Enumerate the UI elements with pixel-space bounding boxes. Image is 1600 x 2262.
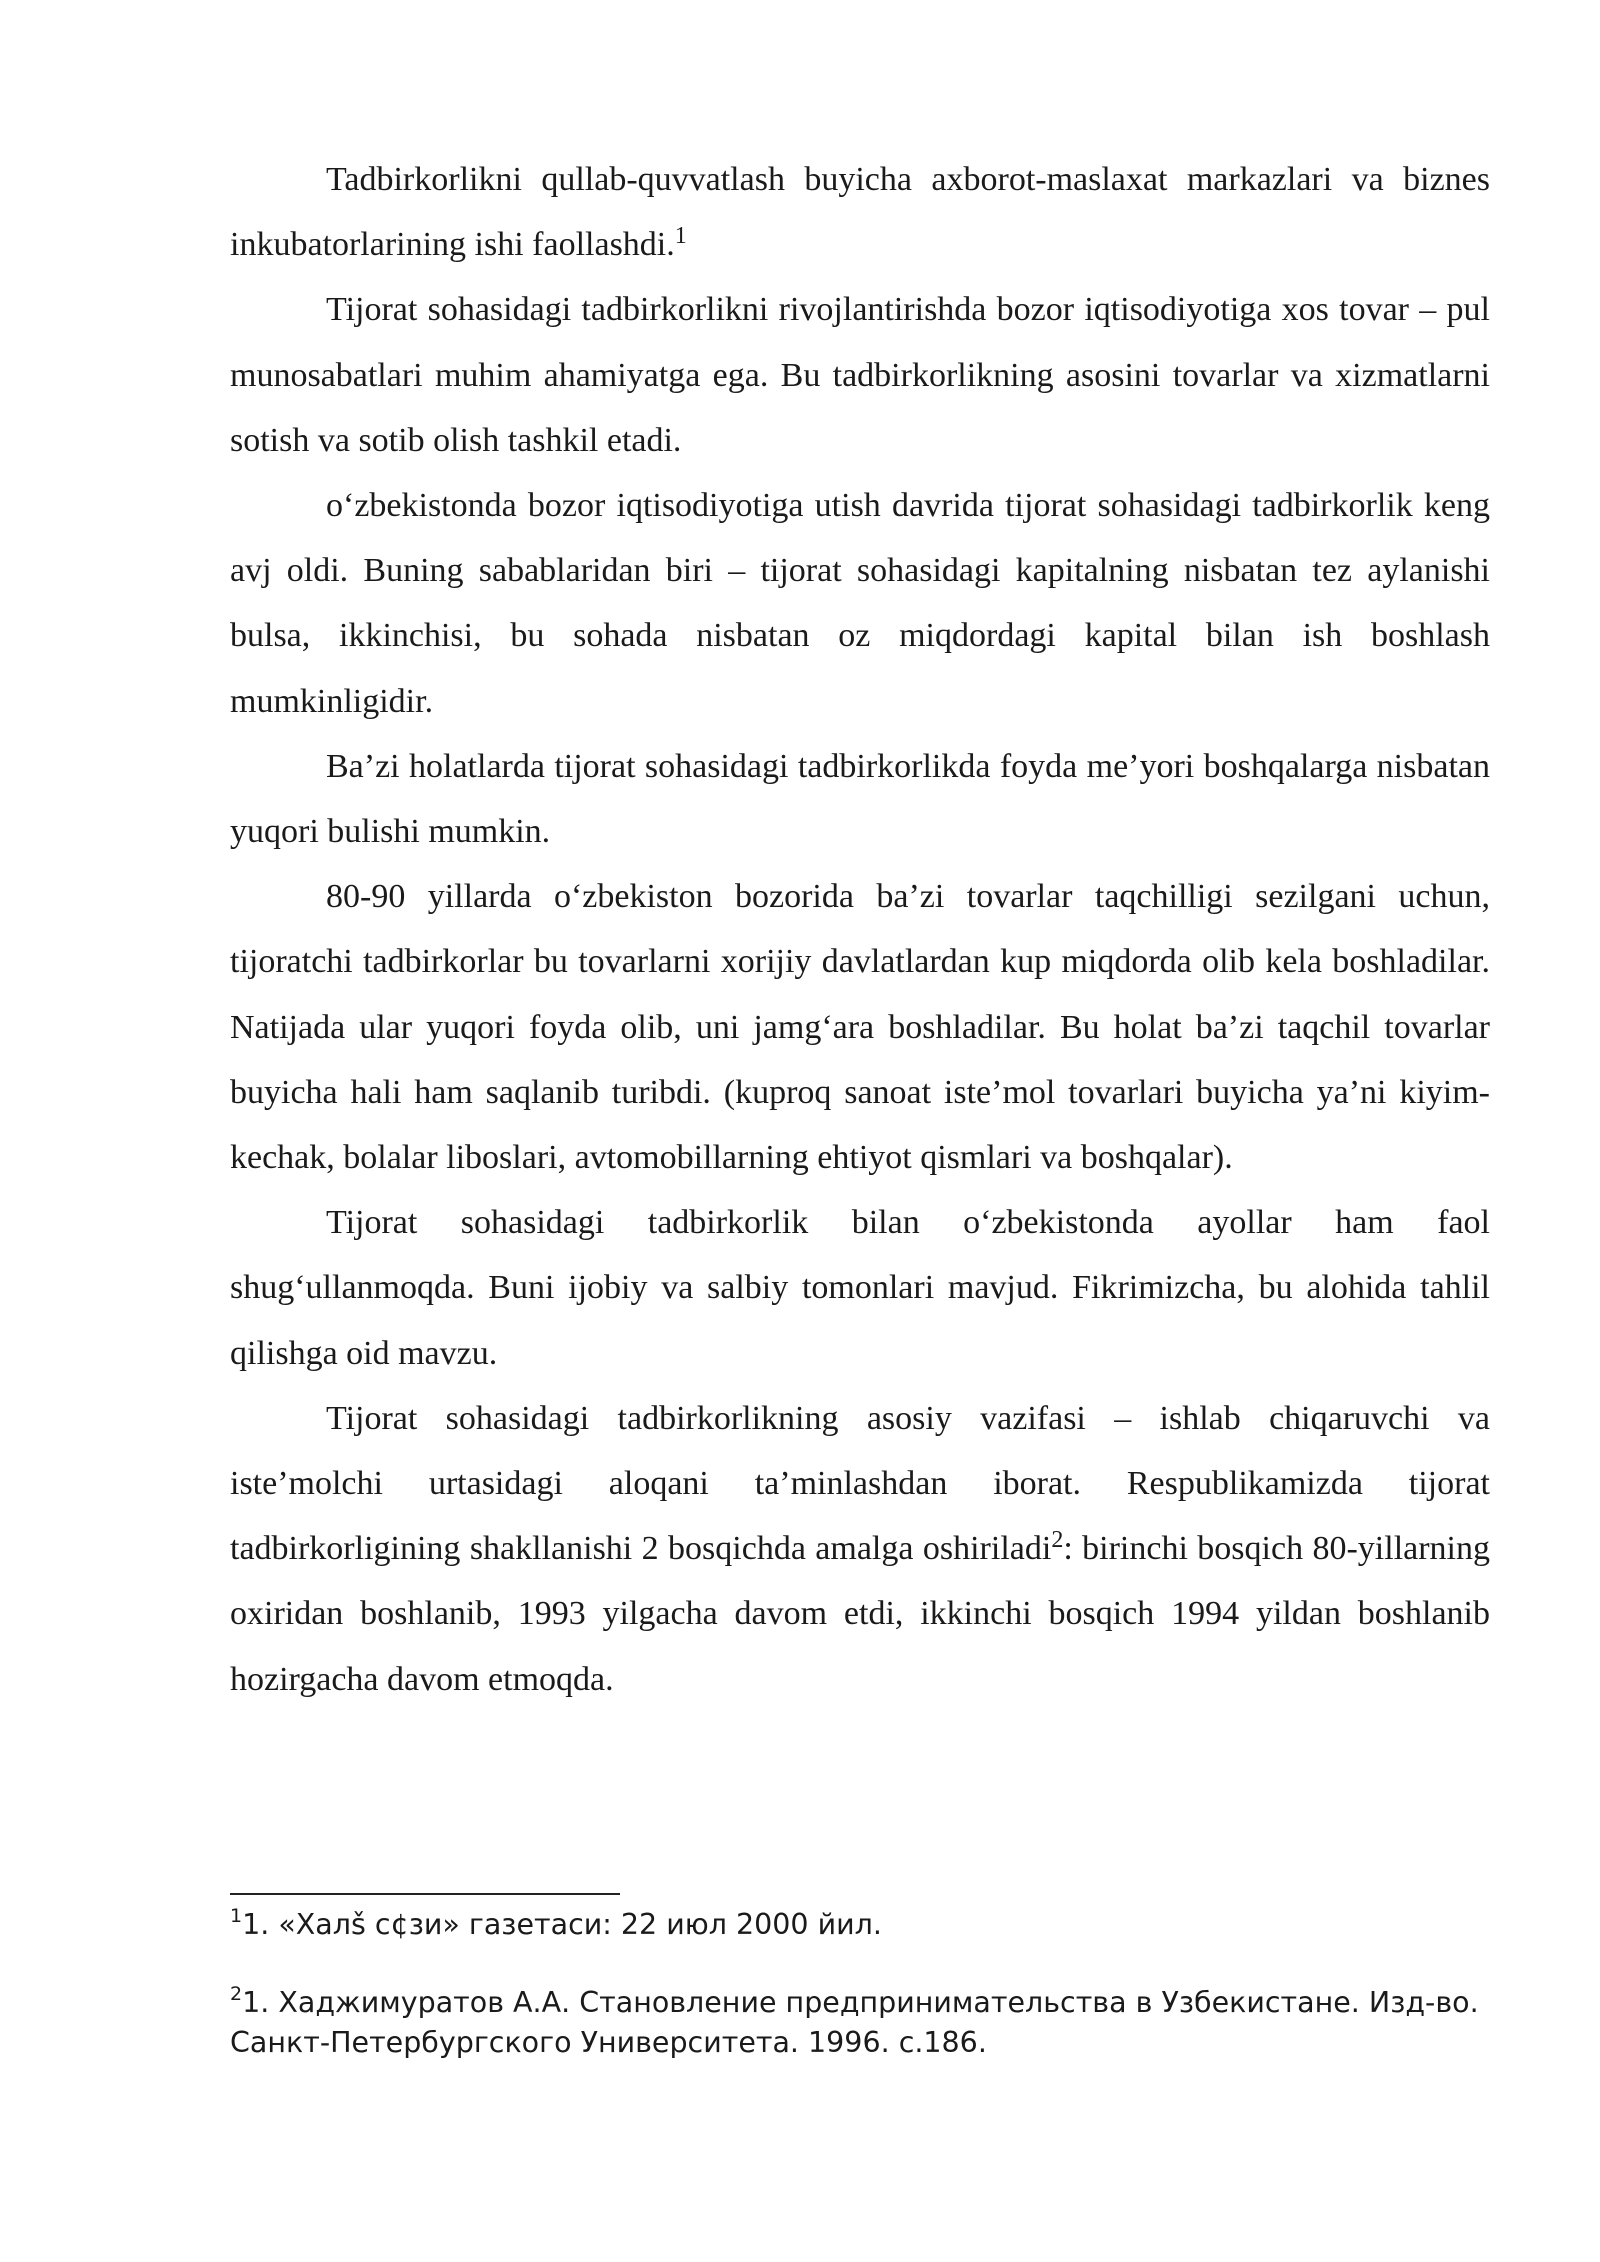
paragraph-7-text: Tijorat sohasidagi tadbirkorlikning asosiy vazifasi – ishlab chiqaruvchi va iste’molchi urtasidagi aloqani ta’minlashdan iborat. Respublikamizda tijorat tadbirkorligining shakllanishi 2 bosqichda amalga oshiriladi <box>230 1399 1490 1568</box>
footnotes <box>230 1905 1492 2101</box>
paragraph-7 <box>230 1386 1490 1712</box>
footnote-reference-2[interactable]: 2 <box>1051 1527 1064 1554</box>
paragraph-7-text-continued: : birinchi bosqich 80-yillarning oxiridan boshlanib, 1993 yilgacha davom etdi, ikkinchi bosqich 1994 yildan boshlanib hozirgacha davom etmoqda. <box>230 1530 1491 1698</box>
paragraph-2 <box>230 277 1490 473</box>
paragraph-5-text: 80-90 yillarda o‘zbekiston bozorida ba’zi tovarlar taqchilligi sezilgani uchun, tijoratchi tadbirkorlar bu tovarlarni xorijiy davlatlardan kup miqdorda olib kela boshladilar. Natijada ular yuqori foyda olib, uni jamg‘ara boshladilar. Bu holat ba’zi taqchil tovarlar buyicha hali ham saqlanib turibdi. (kuproq sanoat iste’mol tovarlari buyicha ya’ni kiyim-kechak, bolalar liboslari, avtomobillarning ehtiyot qismlari va boshqalar). <box>230 878 1490 1177</box>
paragraph-6-text: Tijorat sohasidagi tadbirkorlik bilan o‘zbekistonda ayollar ham faol shug‘ullanmoqda. Buni ijobiy va salbiy tomonlari mavjud. Fikrimizcha, bu alohida tahlil qilishga oid mavzu. <box>230 1204 1490 1372</box>
footnote-1-mark: 1 <box>230 1905 243 1927</box>
paragraph-2-text: Tijorat sohasidagi tadbirkorlikni rivojlantirishda bozor iqtisodiyotiga xos tovar – pul munosabatlari muhim ahamiyatga ega. Bu tadbirkorlikning asosini tovarlar va xizmatlarni sotish va sotib olish tashkil etadi. <box>230 291 1490 459</box>
paragraph-6 <box>230 1190 1490 1386</box>
footnote-1 <box>230 1905 1492 1945</box>
paragraph-4 <box>230 734 1490 864</box>
footnote-reference-1[interactable]: 1 <box>674 223 687 250</box>
paragraph-1 <box>230 147 1490 277</box>
paragraph-5 <box>230 864 1490 1190</box>
footnote-2 <box>230 1983 1492 2063</box>
footnote-2-mark: 2 <box>230 1983 243 2005</box>
footnote-2-text: 1. Хаджимуратов А.А. Становление предпринимательства в Узбекистане. Изд-во. Санкт-Петербургского Университета. 1996. с.186. <box>230 1986 1479 2059</box>
footnote-1-text: 1. «Халš с¢зи» газетаси: 22 июл 2000 йил. <box>242 1908 882 1941</box>
paragraph-4-text: Ba’zi holatlarda tijorat sohasidagi tadbirkorlikda foyda me’yori boshqalarga nisbatan yuqori bulishi mumkin. <box>230 747 1490 851</box>
paragraph-3-text: o‘zbekistonda bozor iqtisodiyotiga utish davrida tijorat sohasidagi tadbirkorlik keng avj oldi. Buning sabablaridan biri – tijorat sohasidagi kapitalning nisbatan tez aylanishi bulsa, ikkinchisi, bu sohada nisbatan oz miqdordagi kapital bilan ish boshlash mumkinligidir. <box>230 487 1490 720</box>
paragraph-3 <box>230 473 1490 734</box>
paragraph-1-text: Tadbirkorlikni qullab-quvvatlash buyicha axborot-maslaxat markazlari va biznes inkubatorlarining ishi faollashdi. <box>230 161 1490 264</box>
body-text <box>230 147 1490 1712</box>
footnote-separator <box>230 1893 620 1895</box>
